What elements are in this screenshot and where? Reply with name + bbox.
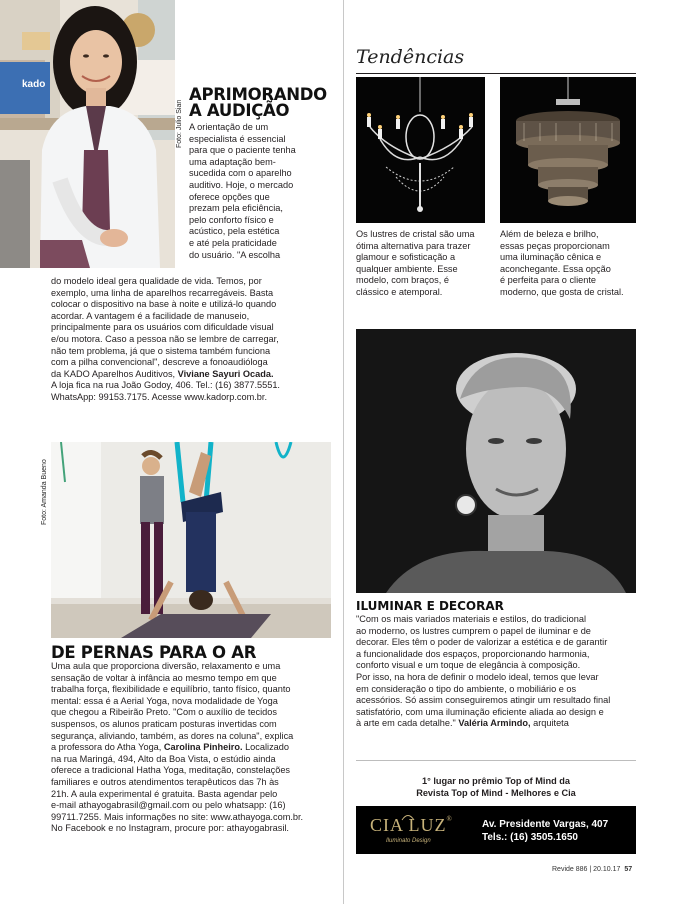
- body-line: acordar. A vantagem é a facilidade de manuseio,: [51, 310, 250, 321]
- person-name: Viviane Sayuri Ocada.: [177, 368, 274, 379]
- person-name: Carolina Pinheiro.: [163, 742, 243, 753]
- body-line: uma adaptação bem-: [189, 156, 276, 167]
- body-line: exemplo, uma linha de aparelhos recarregáveis. Basta: [51, 287, 274, 298]
- caption-line: Os lustres de cristal são uma: [356, 229, 475, 239]
- ad-address: Av. Presidente Vargas, 407: [482, 819, 609, 830]
- caption-line: aconchegante. Essa opção: [500, 263, 611, 274]
- body-line: Por isso, na hora de definir o modelo ideal, temos que levar: [356, 671, 599, 682]
- body-line: e-mail athayogabrasil@gmail.com ou pelo whatsapp: (16): [51, 800, 286, 811]
- photo-credit: Foto: Amanda Bueno: [41, 459, 48, 525]
- body-line: oferece a tradicional Hatha Yoga, meditação, constelações: [51, 765, 291, 776]
- article-title: DE PERNAS PARA O AR: [51, 643, 257, 662]
- section-rule: [356, 73, 636, 74]
- body-line: A orientação de um: [189, 122, 269, 132]
- body-line: 21h. A aula experimental é gratuita. Basta agendar pelo: [51, 788, 278, 799]
- photo-credit: Foto: Julio Sian: [176, 99, 183, 148]
- body-line: satisfatório, com uma iluminação eficiente aliada ao design e: [356, 706, 604, 717]
- page-number: 57: [624, 866, 633, 873]
- body-line: acessórios. Só assim conseguiremos atingir um resultado final: [356, 695, 611, 706]
- lamp-icon: [401, 808, 415, 816]
- body-line: familiares e outros atendimentos terapêuticos das 7h às: [51, 776, 279, 787]
- caption-line: Além de beleza e brilho,: [500, 229, 599, 239]
- article-title: ILUMINAR E DECORAR: [356, 599, 504, 613]
- body-line: para que o paciente tenha: [189, 145, 296, 156]
- modern-chandelier-photo: [500, 77, 636, 223]
- body-line: acústico, pela estética: [189, 226, 280, 237]
- body-line: A loja fica na rua João Godoy, 406. Tel.: (16) 3877.5551.: [51, 380, 280, 391]
- body-line: WhatsApp: 99153.7175. Acesse www.kadorp.com.br.: [51, 391, 268, 402]
- ad-phone: Tels.: (16) 3505.1650: [482, 832, 578, 843]
- caption-line: modelo, com braços, é: [356, 275, 449, 286]
- caption-line: essas peças proporcionam: [500, 240, 610, 251]
- body-line: sucedida com o aparelho: [189, 168, 292, 179]
- body-line: e/ou motora. Caso a pessoa não se lembre de carregar,: [51, 333, 279, 344]
- body-line: trabalha força, flexibilidade e equilíbrio, tanto físico, quanto: [51, 684, 291, 695]
- body-line: auditivo. Hoje, o mercado: [189, 179, 294, 190]
- person-name: Valéria Armindo,: [458, 718, 531, 729]
- award-line: 1° lugar no prêmio Top of Mind da: [422, 776, 570, 786]
- body-line: "Com os mais variados materiais e estilos, do tradicional: [356, 614, 586, 624]
- body-line: e até pela praticidade: [189, 237, 277, 248]
- chandelier-caption: [500, 229, 640, 299]
- caption-line: clássico e atemporal.: [356, 286, 443, 297]
- column-divider: [343, 0, 344, 904]
- body-text: à arte em cada detalhe.": [356, 718, 459, 729]
- brand-name: CIA LUZ: [370, 815, 447, 835]
- audiologist-photo: [0, 0, 175, 268]
- section-title: Tendências: [356, 46, 465, 68]
- article-body: [51, 661, 341, 835]
- body-line: ao moderno, os lustres cumprem o papel de iluminar e de: [356, 625, 591, 636]
- article-title: [189, 87, 327, 119]
- body-line: a funcionalidade dos espaços, proporcionando harmonia,: [356, 648, 590, 659]
- ad-tagline: Iluminato Design: [386, 838, 431, 844]
- body-line: especialista é essencial: [189, 133, 286, 144]
- body-line: que chegou a Ribeirão Preto. "Com o auxílio de tecidos: [51, 707, 277, 718]
- body-text: a professora do Atha Yoga,: [51, 742, 164, 753]
- body-line: decorar. Eles têm o poder de valorizar a estética e de garantir: [356, 637, 608, 648]
- body-line: oferece opções que: [189, 191, 270, 202]
- body-line: principalmente para os usuários com dificuldade visual: [51, 322, 274, 333]
- body-line: No Facebook e no Instagram, procure por: athayogabrasil.: [51, 823, 289, 834]
- body-line: conforto visual e um toque de elegância à composição.: [356, 660, 581, 671]
- body-line: 99711.7255. Mais informações no site: www.athayoga.com.br.: [51, 811, 304, 822]
- body-line: colocar o dispositivo na base à noite e utilizá-lo quando: [51, 299, 277, 310]
- article-body-wide: [51, 276, 341, 404]
- body-line: do modelo ideal gera qualidade de vida. Temos, por: [51, 276, 262, 286]
- crystal-chandelier-photo: [356, 77, 485, 223]
- issue-info: Revide 886 | 20.10.17: [552, 866, 621, 873]
- body-line: suspensos, os alunos praticam posturas invertidas com: [51, 718, 277, 729]
- body-line: não tem problema, já que o sistema também funciona: [51, 345, 271, 356]
- body-line: [51, 742, 341, 754]
- body-line: [356, 718, 640, 730]
- body-line: [51, 369, 341, 381]
- body-text: da KADO Aparelhos Auditivos,: [51, 368, 178, 379]
- caption-line: uma iluminação cênica e: [500, 252, 602, 263]
- award-line: Revista Top of Mind - Melhores e Cia: [416, 787, 576, 798]
- body-line: pelo conforto físico e: [189, 214, 274, 225]
- body-line: em consideração o tipo do ambiente, o mobiliário e os: [356, 683, 577, 694]
- title-line: APRIMORANDO: [189, 85, 327, 104]
- article-body-narrow: [189, 122, 339, 261]
- title-line: A AUDIÇÃO: [189, 101, 290, 120]
- award-text: [356, 776, 636, 799]
- cia-luz-ad: [356, 806, 636, 854]
- caption-line: qualquer ambiente. Esse: [356, 263, 458, 274]
- body-line: prezam pela eficiência,: [189, 203, 283, 214]
- page-footer: [552, 866, 632, 873]
- registered-mark: ®: [446, 815, 453, 823]
- ad-rule: [356, 760, 636, 761]
- caption-line: ótima alternativa para trazer: [356, 240, 471, 251]
- body-text: Localizado: [242, 742, 289, 753]
- body-line: mental: essa é a Aerial Yoga, nova modalidade de Yoga: [51, 695, 278, 706]
- body-text: arquiteta: [530, 718, 569, 729]
- body-line: sensação de voltar à infância ao mesmo tempo em que: [51, 672, 277, 683]
- body-line: segurança, aliviando, também, as dores na coluna", explica: [51, 730, 294, 741]
- body-line: com a pilha convencional", descreve a fonoaudióloga: [51, 357, 268, 368]
- body-line: do usuário. "A escolha: [189, 249, 281, 260]
- caption-line: moderno, que gosta de cristal.: [500, 286, 624, 297]
- chandelier-caption: [356, 229, 491, 299]
- article-body: [356, 614, 640, 730]
- caption-line: é perfeita para o cliente: [500, 275, 597, 286]
- kado-sign: kado: [22, 79, 46, 90]
- body-line: Uma aula que proporciona diversão, relaxamento e uma: [51, 661, 281, 671]
- aerial-yoga-photo: [51, 442, 331, 638]
- body-line: na rua Maringá, 494, Alto da Boa Vista, o estúdio ainda: [51, 753, 276, 764]
- caption-line: glamour e sofisticação a: [356, 252, 456, 263]
- architect-portrait-photo: [356, 329, 636, 593]
